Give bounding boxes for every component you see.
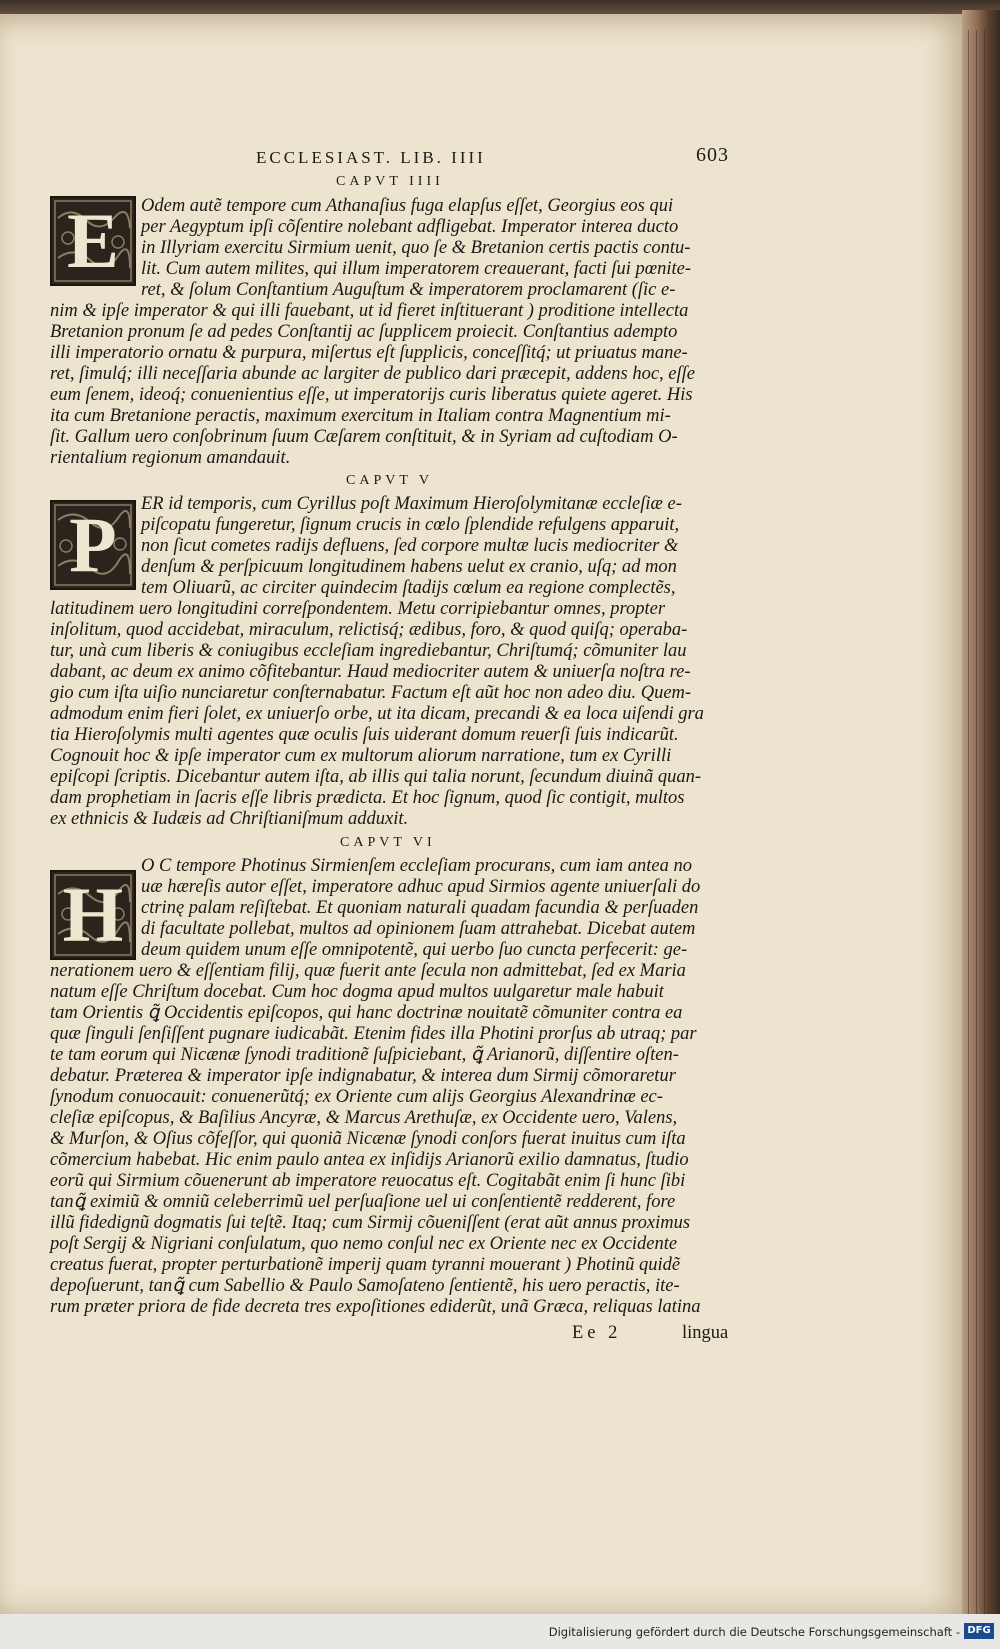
- decorated-initial-h: [50, 870, 136, 960]
- text-line: & Murſon, & Oſius cõfeſſor, qui quoniã Nicænæ ſynodi conſors fuerat inuitus cum iſta: [50, 1129, 686, 1149]
- text-line: non ſicut cometes radijs defluens, ſed corpore multæ lucis mediocriter &: [141, 536, 679, 556]
- text-line: tanꝗ̃ eximiũ & omniũ celeberrimũ uel perſuaſione uel ui conſentientẽ redderent, fore: [50, 1192, 676, 1212]
- text-line: tem Oliuarũ, ac circiter quindecim ſtadijs cœlum ea regione complectẽs,: [141, 578, 676, 598]
- text-line: dam prophetiam in ſacris eſſe libris prædicta. Et hoc ſignum, quod ſic contigit, multos: [50, 788, 685, 808]
- text-line: ret, & ſolum Conſtantium Auguſtum & imperatorem proclamarent (ſic e-: [141, 280, 676, 300]
- text-line: debatur. Præterea & imperator ipſe indignabatur, & interea dum Sirmij cõmoraretur: [50, 1066, 676, 1086]
- text-line: eorũ qui Sirmium cõuenerunt ab imperatore reuocatus eſt. Cogitabãt enim ſi hunc ſibi: [50, 1171, 686, 1191]
- chapter-title: CAPVT IIII: [336, 174, 444, 189]
- text-line: tur, unà cum liberis & coniugibus eccleſiam ingrediebantur, Chriſtumq́; cõmuniter lau: [50, 641, 687, 661]
- decorated-initial-e: [50, 196, 136, 286]
- text-line: ſit. Gallum uero conſobrinum ſuum Cæſarem conſtituit, & in Syriam ad cuſtodiam O-: [50, 427, 678, 447]
- text-line: cõmercium habebat. Hic enim paulo antea ex inſidijs Arianorũ exilio damnatus, ſtudio: [50, 1150, 689, 1170]
- text-line: Cognouit hoc & ipſe imperator cum ex multorum aliorum narratione, tum ex Cyrilli: [50, 746, 672, 766]
- text-line: in Illyriam exercitu Sirmium uenit, quo ſe & Bretanion certis pactis contu-: [141, 238, 691, 258]
- edge-line: [976, 30, 977, 1620]
- text-line: eum ſenem, ideoq́; conuenientius eſſe, ut imperatorijs curis liberatus quiete ageret. His: [50, 385, 693, 405]
- text-line: depoſuerunt, tanꝗ̃ cum Sabellio & Paulo Samoſateno ſentientẽ, his uero peractis, ite-: [50, 1276, 680, 1296]
- text-line: epiſcopi ſcriptis. Dicebantur autem iſta, ab illis qui talia norunt, ſecundum diuinã quan-: [50, 767, 702, 787]
- dfg-logo-icon: DFG: [964, 1623, 994, 1639]
- folio-number: 603: [696, 144, 729, 166]
- text-line: tia Hieroſolymis multi agentes quæ oculis ſuis uiderant domum reuerſi ſuis indicarũt.: [50, 725, 679, 745]
- text-line: quæ ſinguli ſenſiſſent pugnare iudicabãt. Etenim fides illa Photini prorſus ab utraq; par: [50, 1024, 697, 1044]
- text-line: rientalium regionum amandauit.: [50, 448, 291, 468]
- running-head: ECCLESIAST. LIB. IIII: [256, 148, 486, 167]
- text-line: gio cum iſta uiſio nunciaretur conſternabatur. Factum eſt aũt hoc non adeo diu. Quem-: [50, 683, 692, 703]
- text-line: ex ethnicis & Iudæis ad Chriſtianiſmum adduxit.: [50, 809, 409, 829]
- text-line: illi imperatorio ornatu & purpura, miſertus eſt ſupplicis, conceſſitq́; ut priuatus mane-: [50, 343, 688, 363]
- text-line: admodum enim fieri ſolet, ex uniuerſo orbe, ut ita dicam, precandi & ea loca uiſendi gra: [50, 704, 704, 724]
- text-line: cleſiæ epiſcopus, & Baſilius Ancyræ, & Marcus Arethuſæ, ex Occidente uero, Valens,: [50, 1108, 678, 1128]
- chapter-title: CAPVT V: [346, 473, 434, 488]
- text-line: latitudinem uero longitudini correſpondentem. Metu corripiebantur omnes, propter: [50, 599, 666, 619]
- text-line: dabant, ac deum ex animo cõfitebantur. Haud mediocriter autem & uniuerſa noſtra re-: [50, 662, 691, 682]
- text-line: illũ fidedignũ dogmatis ſui teſtẽ. Itaq; cum Sirmij cõueniſſent (erat aũt annus proximus: [50, 1213, 691, 1233]
- text-line: creatus fuerat, propter perturbationẽ imperij quam tyranni mouerant ) Photinũ quidẽ: [50, 1255, 681, 1275]
- text-line: te tam eorum qui Nicænæ ſynodi traditionẽ ſuſpiciebant, ꝗ̃ Arianorũ, diſſentire oſten-: [50, 1045, 679, 1065]
- decorated-initial-p: [50, 500, 136, 590]
- text-line: natum eſſe Chriſtum docebat. Cum hoc dogma apud multos uulgaretur male habuit: [50, 982, 664, 1002]
- text-line: ret, ſimulq́; illi neceſſaria abunde ac largiter de publico dari præcepit, addens hoc, eſſe: [50, 364, 695, 384]
- text-line: ſynodum conuocauit: conuenerũtq́; ex Oriente cum alijs Georgius Alexandrinæ ec-: [50, 1087, 663, 1107]
- text-line: inſolitum, quod accidebat, miraculum, relictisq́; ædibus, foro, & quod quiſq; operaba-: [50, 620, 688, 640]
- initial-letter: E: [66, 197, 120, 284]
- signature-mark: Ee 2: [572, 1323, 622, 1343]
- text-line: deum quidem unum eſſe omnipotentẽ, qui uerbo ſuo cuncta perfecerit: ge-: [141, 940, 688, 960]
- initial-letter: P: [69, 501, 117, 588]
- text-line: Odem autẽ tempore cum Athanaſius fuga elapſus eſſet, Georgius eos qui: [141, 196, 674, 216]
- text-line: denſum & perſpicuum longitudinem habens uelut ex cranio, uſq; ad mon: [141, 557, 677, 577]
- text-line: poſt Sergij & Nigriani conſulatum, quo nemo conſul nec ex Oriente nec ex Occidente: [50, 1234, 678, 1254]
- text-line: ER id temporis, cum Cyrillus poſt Maximum Hieroſolymitanæ eccleſiæ e-: [141, 494, 682, 514]
- catchword: lingua: [682, 1323, 729, 1343]
- edge-line: [984, 30, 985, 1620]
- text-line: O C tempore Photinus Sirmienſem eccleſiam procurans, cum iam antea no: [141, 856, 692, 876]
- text-line: uæ hæreſis autor eſſet, imperatore adhuc apud Sirmios agente uniuerſali do: [141, 877, 701, 897]
- page-edge: [962, 10, 1000, 1620]
- chapter-title: CAPVT VI: [340, 835, 436, 850]
- text-line: rum præter priora de fide decreta tres expoſitiones ediderũt, unã Græca, reliquas latina: [50, 1297, 701, 1317]
- text-line: Bretanion pronum ſe ad pedes Conſtantij ac ſupplicem proiecit. Conſtantius adempto: [50, 322, 678, 342]
- text-line: di facultate pollebat, multos ad opinionem ſuam attrahebat. Dicebat autem: [141, 919, 696, 939]
- text-line: nim & ipſe imperator & qui illi fauebant, ut id fieret inſtituerant ) proditione intellecta: [50, 301, 689, 321]
- text-line: nerationem uero & eſſentiam filij, quæ fuerit ante ſecula non admittebat, ſed ex Maria: [50, 961, 686, 981]
- text-line: ctrinę palam reſiſtebat. Et quoniam naturali quadam facundia & perſuaden: [141, 898, 699, 918]
- edge-line: [968, 30, 969, 1620]
- text-line: tam Orientis ꝗ̃ Occidentis epiſcopos, qui hanc doctrinæ nouitatẽ cõmuniter contra ea: [50, 1003, 683, 1023]
- text-line: lit. Cum autem milites, qui illum imperatorem creauerant, facti ſui pœnite-: [141, 259, 691, 279]
- footer-credit: Digitalisierung gefördert durch die Deutsche Forschungsgemeinschaft -: [548, 1625, 960, 1639]
- text-line: piſcopatu fungeretur, ſignum crucis in cœlo ſplendide refulgens apparuit,: [141, 515, 680, 535]
- initial-letter: H: [62, 871, 124, 958]
- text-line: ita cum Bretanione peractis, maximum exercitum in Italiam contra Magnentium mi-: [50, 406, 671, 426]
- text-line: per Aegyptum ipſi cõſentire nolebant adfligebat. Imperator interea ducto: [141, 217, 679, 237]
